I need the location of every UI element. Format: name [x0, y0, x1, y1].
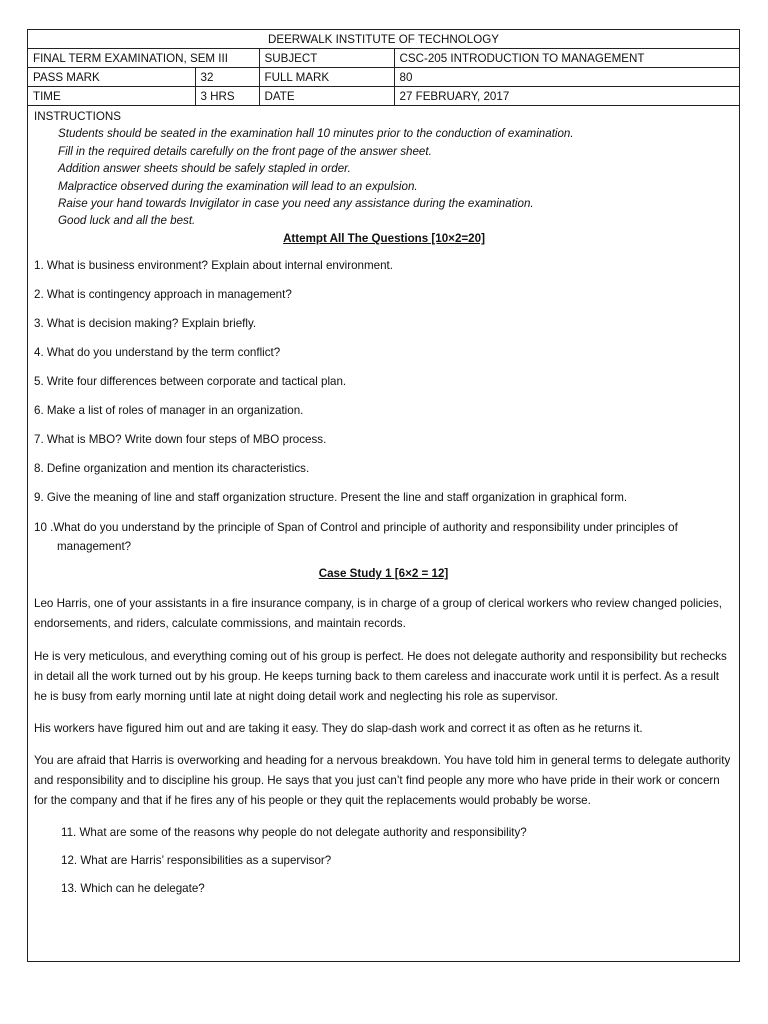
time-value: 3 HRS [195, 87, 259, 106]
question-item: 6. Make a list of roles of manager in an organization. [34, 403, 304, 417]
subject-value: CSC-205 INTRODUCTION TO MANAGEMENT [394, 49, 739, 68]
pass-mark-value: 32 [195, 68, 259, 87]
pass-mark-label: PASS MARK [28, 68, 195, 87]
date-value: 27 FEBRUARY, 2017 [394, 87, 739, 106]
exam-paper [27, 29, 740, 962]
case-paragraph: His workers have figured him out and are taking it easy. They do slap-dash work and correct it as often as he returns it. [34, 721, 643, 735]
case-paragraph: You are afraid that Harris is overworking and heading for a nervous breakdown. You have told him in general terms to delegate authority and responsibility and to discipline his group. He says that you just can’t find people any more who have pride in their work or concern for the company and that if he fires any of his people or they quit the replacements would probably be worse. [34, 753, 731, 807]
case-question-item: 13. Which can he delegate? [61, 881, 205, 895]
question-item: 8. Define organization and mention its characteristics. [34, 461, 310, 475]
exam-name: FINAL TERM EXAMINATION, SEM III [28, 49, 259, 68]
question-item: 4. What do you understand by the term conflict? [34, 345, 281, 359]
question-item: 7. What is MBO? Write down four steps of MBO process. [34, 432, 327, 446]
subject-label: SUBJECT [259, 49, 394, 68]
case-paragraph: He is very meticulous, and everything coming out of his group is perfect. He does not delegate authority and responsibility but rechecks in detail all the work turned out by his group. He keeps turning back to them careless and inaccurate work until it is perfect. As a result he is busy from early morning until late at night doing detail work and neglecting his role as supervisor. [34, 649, 727, 703]
instruction-item: Fill in the required details carefully on the front page of the answer sheet. [58, 144, 432, 158]
question-item: 1. What is business environment? Explain about internal environment. [34, 258, 393, 272]
case-study-heading: Case Study 1 [6×2 = 12] [318, 566, 449, 580]
instructions-heading: INSTRUCTIONS [34, 110, 121, 123]
question-item: 5. Write four differences between corporate and tactical plan. [34, 374, 347, 388]
question-list [28, 257, 739, 556]
instruction-item: Raise your hand towards Invigilator in case you need any assistance during the examination. [58, 197, 534, 211]
time-label: TIME [28, 87, 195, 106]
instruction-item: Addition answer sheets should be safely stapled in order. [58, 162, 351, 176]
instruction-item: Good luck and all the best. [58, 214, 196, 228]
institute-name: DEERWALK INSTITUTE OF TECHNOLOGY [28, 30, 739, 49]
case-question-item: 12. What are Harris’ responsibilities as a supervisor? [61, 853, 332, 867]
case-paragraph: Leo Harris, one of your assistants in a fire insurance company, is in charge of a group of clerical workers who review changed policies, endorsements, and riders, calculate commissions, and maintain records. [34, 596, 723, 630]
instruction-item: Malpractice observed during the examination will lead to an expulsion. [58, 179, 418, 193]
exam-header-table [28, 30, 739, 106]
case-question-item: 11. What are some of the reasons why people do not delegate authority and responsibility? [61, 825, 527, 839]
instructions-block [28, 106, 739, 247]
section-a-heading: Attempt All The Questions [10×2=20] [283, 231, 485, 245]
full-mark-label: FULL MARK [259, 68, 394, 87]
instructions-list [34, 125, 734, 229]
date-label: DATE [259, 87, 394, 106]
question-item: 9. Give the meaning of line and staff organization structure. Present the line and staff organization in graphical form. [34, 490, 628, 504]
question-item: 2. What is contingency approach in management? [34, 287, 292, 301]
question-item: 3. What is decision making? Explain briefly. [34, 316, 257, 330]
case-question-list [28, 824, 739, 897]
question-item: 10 .What do you understand by the principle of Span of Control and principle of authority and responsibility under principles of management? [34, 520, 678, 553]
instruction-item: Students should be seated in the examination hall 10 minutes prior to the conduction of examination. [58, 127, 574, 141]
full-mark-value: 80 [394, 68, 739, 87]
